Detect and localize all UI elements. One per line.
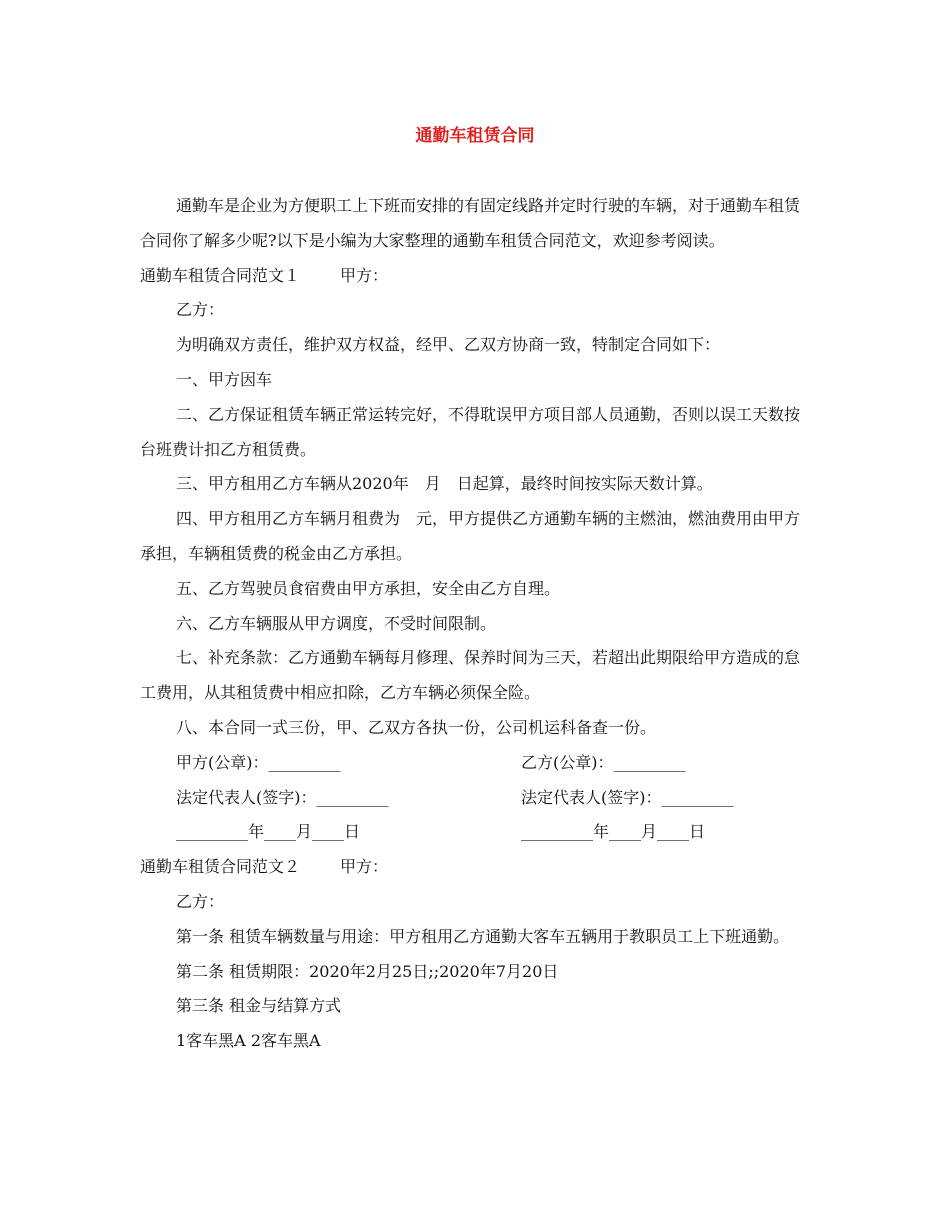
sample2-heading: 通勤车租赁合同范文２ xyxy=(140,857,301,877)
intro-paragraph: 通勤车是企业为方便职工上下班而安排的有固定线路并定时行驶的车辆，对于通勤车租赁合同你了解多少呢?以下是小编为大家整理的通勤车租赁合同范文，欢迎参考阅读。 xyxy=(140,196,801,250)
sample2-party-b: 乙方： xyxy=(176,891,225,911)
party-b-representative-line: 法定代表人(签字)：_________ xyxy=(521,787,734,807)
party-a-representative-line: 法定代表人(签字)：_________ xyxy=(176,787,389,807)
vehicle-item-line: 1客车黑A 2客车黑A xyxy=(176,1031,321,1051)
signature-row-representative xyxy=(140,781,812,816)
sample2-heading-line xyxy=(140,850,812,885)
clause-6: 六、乙方车辆服从甲方调度，不受时间限制。 xyxy=(176,613,497,633)
party-b-date-line: _________年____月____日 xyxy=(521,822,706,842)
sample1-heading-line xyxy=(140,259,812,294)
document-body xyxy=(140,189,812,1059)
signature-row-seal xyxy=(140,746,812,781)
sample1-heading: 通勤车租赁合同范文１ xyxy=(140,265,301,285)
article-1: 第一条 租赁车辆数量与用途：甲方租用乙方通勤大客车五辆用于教职员工上下班通勤。 xyxy=(176,926,790,946)
article-2: 第二条 租赁期限：2020年2月25日;;2020年7月20日 xyxy=(176,961,559,981)
party-b-seal-line: 乙方(公章)：_________ xyxy=(521,752,686,772)
sample1-party-a: 甲方： xyxy=(340,265,389,285)
sample2-party-a: 甲方： xyxy=(340,857,389,877)
party-a-seal-line: 甲方(公章)：_________ xyxy=(176,752,341,772)
clause-2: 二、乙方保证租赁车辆正常运转完好，不得耽误甲方项目部人员通勤，否则以误工天数按台班费计扣乙方租赁费。 xyxy=(140,404,801,459)
clause-5: 五、乙方驾驶员食宿费由甲方承担，安全由乙方自理。 xyxy=(176,578,561,598)
clause-1: 一、甲方因车 xyxy=(176,369,273,389)
clause-7: 七、补充条款：乙方通勤车辆每月修理、保养时间为三天，若超出此期限给甲方造成的怠工费用，从其租赁费中相应扣除，乙方车辆必须保全险。 xyxy=(140,648,801,703)
document-title: 通勤车租赁合同 xyxy=(415,126,535,146)
signature-row-date xyxy=(140,815,812,850)
sample1-preamble: 为明确双方责任，维护双方权益，经甲、乙双方协商一致，特制定合同如下： xyxy=(176,335,721,355)
article-3: 第三条 租金与结算方式 xyxy=(176,996,342,1016)
party-a-date-line: _________年____月____日 xyxy=(176,822,361,842)
clause-4: 四、甲方租用乙方车辆月租费为 元，甲方提供乙方通勤车辆的主燃油，燃油费用由甲方承担，车辆租赁费的税金由乙方承担。 xyxy=(140,509,801,563)
sample1-party-b: 乙方： xyxy=(176,300,225,320)
clause-3: 三、甲方租用乙方车辆从2020年 月 日起算，最终时间按实际天数计算。 xyxy=(176,474,713,494)
clause-8: 八、本合同一式三份，甲、乙双方各执一份，公司机运科备查一份。 xyxy=(176,717,657,737)
